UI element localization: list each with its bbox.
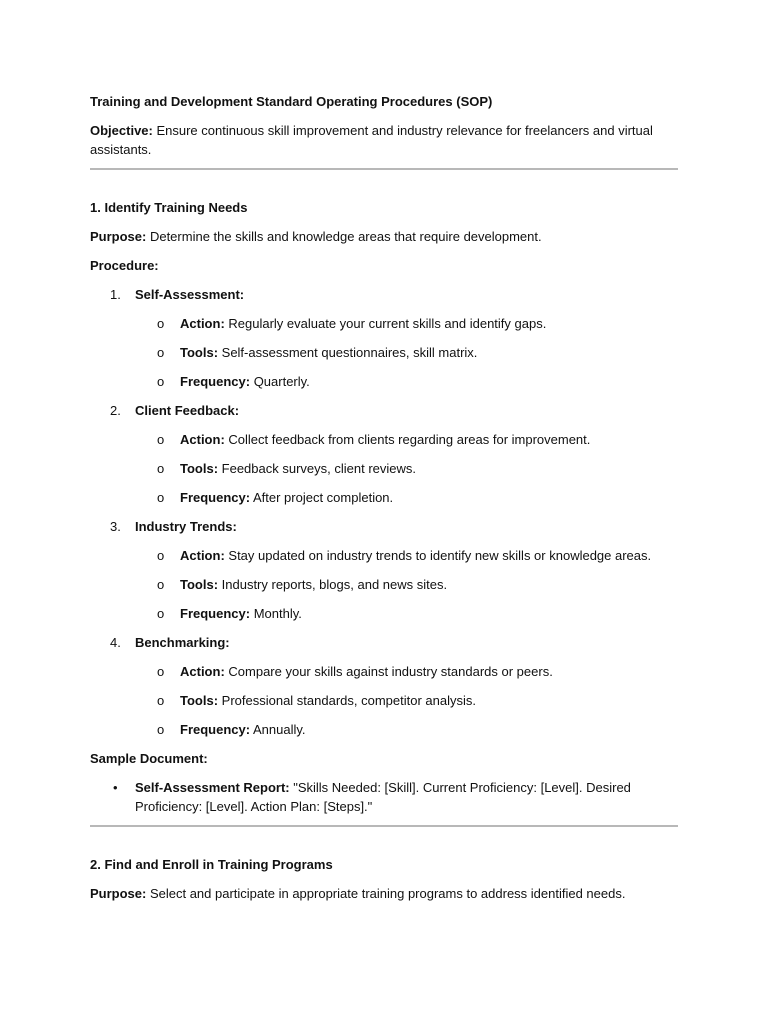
step-detail-text <box>180 343 477 362</box>
section-1-purpose <box>90 227 678 246</box>
circle-bullet-icon: o <box>157 490 165 505</box>
document-content <box>90 92 678 913</box>
circle-bullet-icon: o <box>157 548 165 563</box>
detail-label: Frequency: <box>180 490 251 505</box>
detail-label: Tools: <box>180 345 219 360</box>
circle-bullet-icon: o <box>157 374 165 389</box>
step-detail-item <box>157 343 678 362</box>
detail-value: Monthly. <box>250 606 302 621</box>
circle-bullet-icon: o <box>157 664 165 679</box>
detail-value: Industry reports, blogs, and news sites. <box>218 577 448 592</box>
step-detail-item <box>157 691 678 710</box>
purpose-label: Purpose: <box>90 886 147 901</box>
circle-bullet-icon: o <box>157 432 165 447</box>
detail-value: Professional standards, competitor analysis. <box>218 693 476 708</box>
step-label: Benchmarking: <box>135 635 230 650</box>
procedure-step <box>110 517 678 536</box>
sample-document-label: Sample Document: <box>90 751 208 766</box>
detail-value: Annually. <box>250 722 306 737</box>
sample-document-item <box>110 778 678 816</box>
sample-document-text <box>135 778 675 816</box>
detail-label: Tools: <box>180 577 219 592</box>
step-detail-text <box>180 546 651 565</box>
procedure-steps <box>90 285 678 739</box>
step-detail-item <box>157 488 678 507</box>
detail-value: Stay updated on industry trends to identify new skills or knowledge areas. <box>224 548 652 563</box>
detail-value: After project completion. <box>250 490 394 505</box>
objective-label: Objective: <box>90 123 153 138</box>
horizontal-rule <box>90 825 678 827</box>
detail-value: Compare your skills against industry standards or peers. <box>224 664 553 679</box>
step-number: 3. <box>110 519 121 534</box>
step-detail-text <box>180 459 416 478</box>
step-detail-text <box>180 430 590 449</box>
step-detail-item <box>157 314 678 333</box>
step-detail-item <box>157 372 678 391</box>
step-detail-item <box>157 575 678 594</box>
section-2-heading: 2. Find and Enroll in Training Programs <box>90 857 333 872</box>
detail-label: Action: <box>180 432 225 447</box>
procedure-label: Procedure: <box>90 258 159 273</box>
objective-paragraph <box>90 121 678 159</box>
procedure-step <box>110 401 678 420</box>
step-number: 2. <box>110 403 121 418</box>
objective-text: Ensure continuous skill improvement and industry relevance for freelancers and virtual assistants. <box>90 123 653 157</box>
detail-label: Frequency: <box>180 722 251 737</box>
detail-label: Action: <box>180 316 225 331</box>
detail-label: Action: <box>180 664 225 679</box>
step-detail-text <box>180 691 476 710</box>
circle-bullet-icon: o <box>157 316 165 331</box>
circle-bullet-icon: o <box>157 606 165 621</box>
step-detail-text <box>180 488 393 507</box>
step-number: 1. <box>110 287 121 302</box>
step-detail-text <box>180 575 447 594</box>
sample-document-item-text: "Skills Needed: [Skill]. Current Proficiency: [Level]. Desired Proficiency: [Level]. Action Plan: [Steps]." <box>135 780 631 814</box>
step-label: Industry Trends: <box>135 519 237 534</box>
detail-label: Tools: <box>180 693 219 708</box>
step-detail-item <box>157 720 678 739</box>
detail-label: Action: <box>180 548 225 563</box>
sample-document-item-label: Self-Assessment Report: <box>135 780 290 795</box>
detail-value: Regularly evaluate your current skills and identify gaps. <box>224 316 547 331</box>
procedure-step <box>110 633 678 652</box>
step-detail-item <box>157 604 678 623</box>
step-detail-text <box>180 372 310 391</box>
purpose-text: Determine the skills and knowledge areas that require development. <box>146 229 542 244</box>
bullet-icon: • <box>113 780 118 795</box>
detail-label: Frequency: <box>180 606 251 621</box>
detail-value: Collect feedback from clients regarding areas for improvement. <box>224 432 591 447</box>
detail-label: Frequency: <box>180 374 251 389</box>
document-title: Training and Development Standard Operating Procedures (SOP) <box>90 94 493 109</box>
step-detail-item <box>157 459 678 478</box>
step-number: 4. <box>110 635 121 650</box>
step-detail-text <box>180 720 306 739</box>
step-detail-item <box>157 430 678 449</box>
purpose-label: Purpose: <box>90 229 147 244</box>
circle-bullet-icon: o <box>157 461 165 476</box>
section-1-heading: 1. Identify Training Needs <box>90 200 248 215</box>
step-detail-item <box>157 662 678 681</box>
step-detail-item <box>157 546 678 565</box>
step-label: Self-Assessment: <box>135 287 245 302</box>
horizontal-rule <box>90 168 678 170</box>
circle-bullet-icon: o <box>157 693 165 708</box>
detail-value: Feedback surveys, client reviews. <box>218 461 416 476</box>
detail-value: Self-assessment questionnaires, skill matrix. <box>218 345 478 360</box>
circle-bullet-icon: o <box>157 577 165 592</box>
detail-value: Quarterly. <box>250 374 310 389</box>
section-2-purpose <box>90 884 678 903</box>
step-detail-text <box>180 314 546 333</box>
step-detail-text <box>180 604 302 623</box>
circle-bullet-icon: o <box>157 345 165 360</box>
step-detail-text <box>180 662 553 681</box>
purpose-text: Select and participate in appropriate training programs to address identified needs. <box>146 886 626 901</box>
procedure-step <box>110 285 678 304</box>
circle-bullet-icon: o <box>157 722 165 737</box>
detail-label: Tools: <box>180 461 219 476</box>
step-label: Client Feedback: <box>135 403 240 418</box>
